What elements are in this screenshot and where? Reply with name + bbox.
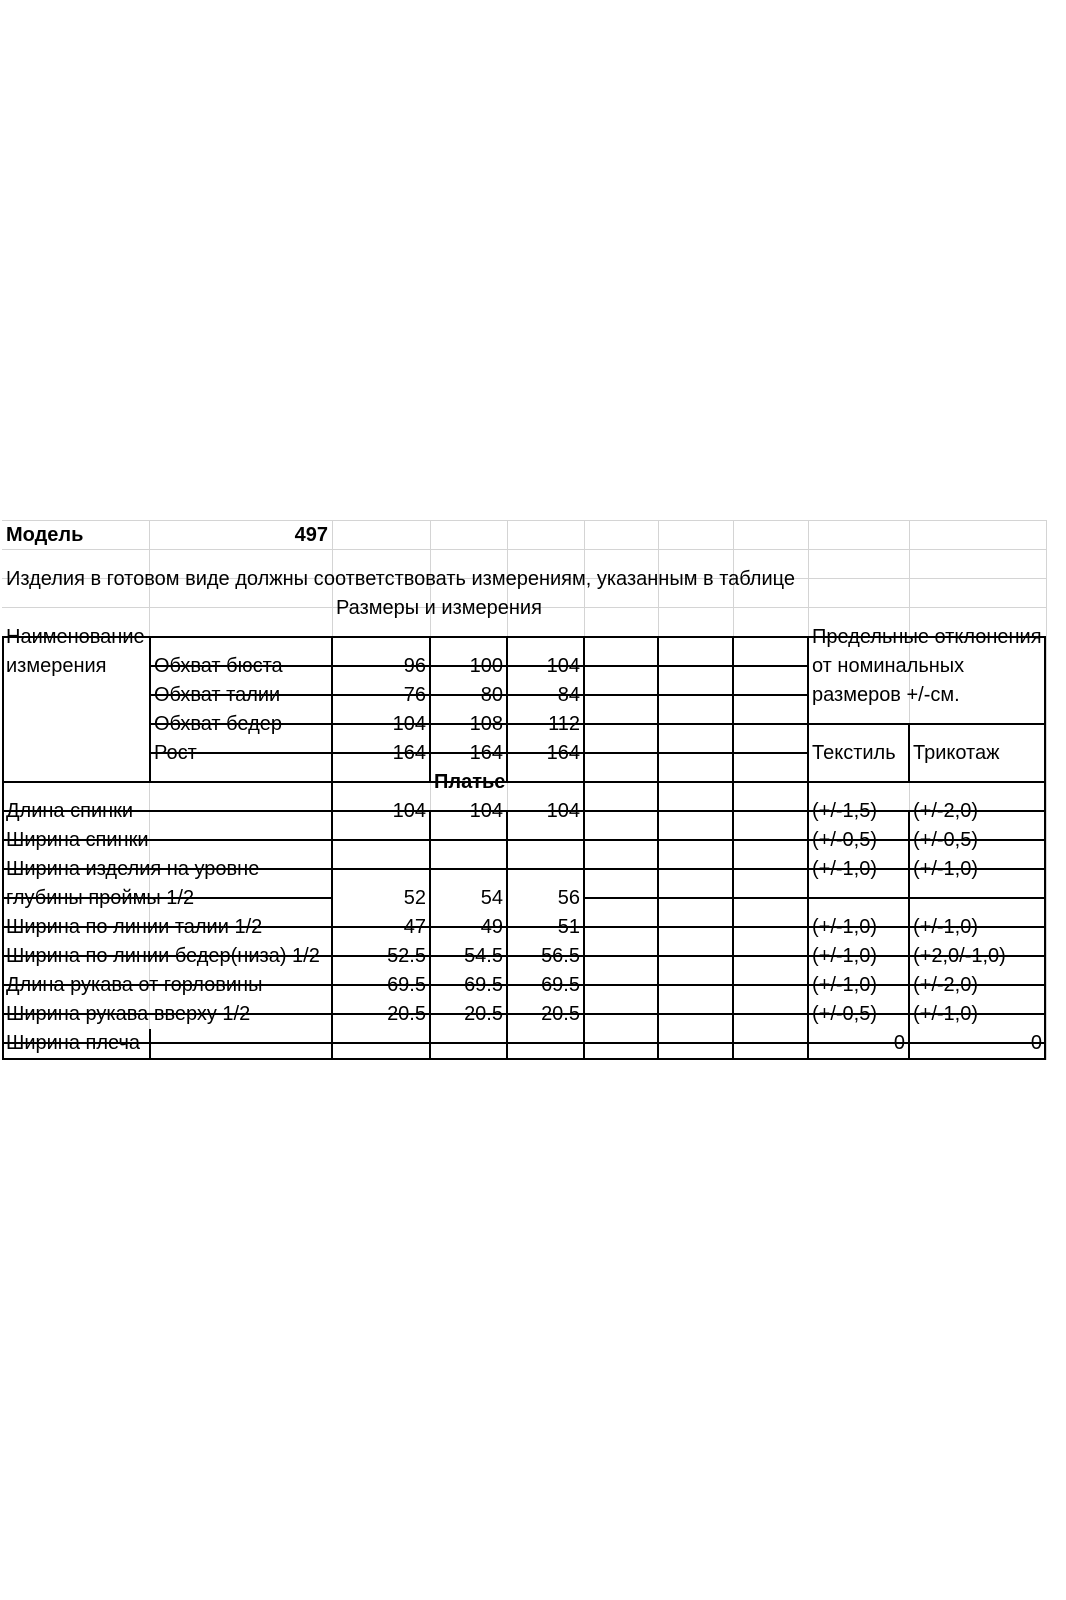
textile-tolerance: 0	[893, 1032, 905, 1054]
size-value: 104	[392, 713, 426, 735]
product-row-label: Длина спинки	[6, 800, 134, 822]
size-value: 76	[403, 684, 426, 706]
product-title: Платье	[434, 771, 506, 793]
size-value: 52.5	[387, 945, 426, 967]
size-value: 54	[480, 887, 503, 909]
knit-tolerance: (+2,0/-1,0)	[913, 945, 1006, 967]
knit-tolerance: (+/-1,0)	[913, 916, 979, 938]
size-value: 104	[546, 800, 580, 822]
knit-tolerance: (+/-2,0)	[913, 974, 979, 996]
fabric-header-knit: Трикотаж	[913, 742, 1000, 764]
knit-tolerance: (+/-2,0)	[913, 800, 979, 822]
requirement-note: Изделия в готовом виде должны соответствовать измерениям, указанным в таблице	[6, 568, 796, 590]
product-row-label: Ширина по линии талии 1/2	[6, 916, 263, 938]
deviation-header-line1: Предельные отклонения	[812, 626, 1042, 648]
size-value: 56	[557, 887, 580, 909]
size-value: 69.5	[541, 974, 580, 996]
size-value: 47	[403, 916, 426, 938]
textile-tolerance: (+/-1,0)	[812, 945, 878, 967]
table-border	[2, 1058, 1046, 1060]
size-value: 49	[480, 916, 503, 938]
size-value: 20.5	[464, 1003, 503, 1025]
body-measure-label: Обхват талии	[154, 684, 281, 706]
knit-tolerance: (+/-1,0)	[913, 858, 979, 880]
size-value: 112	[548, 713, 580, 735]
textile-tolerance: (+/-0,5)	[812, 829, 878, 851]
textile-tolerance: (+/-1,0)	[812, 974, 878, 996]
product-row-label: Ширина рукава вверху 1/2	[6, 1003, 251, 1025]
size-value: 52	[403, 887, 426, 909]
deviation-header-line2: от номинальных	[812, 655, 965, 677]
table-border	[583, 897, 1046, 899]
size-value: 100	[469, 655, 503, 677]
table-border	[2, 781, 1046, 783]
model-number: 497	[294, 524, 328, 546]
body-measure-label: Рост	[154, 742, 197, 764]
size-value: 69.5	[464, 974, 503, 996]
textile-tolerance: (+/-0,5)	[812, 1003, 878, 1025]
textile-tolerance: (+/-1,0)	[812, 858, 878, 880]
sizes-header: Размеры и измерения	[336, 597, 542, 619]
name-header-line1: Наименование	[6, 626, 145, 648]
knit-tolerance: 0	[1030, 1032, 1042, 1054]
size-table	[2, 520, 1066, 1080]
size-value: 108	[469, 713, 503, 735]
product-row-label: Ширина спинки	[6, 829, 149, 851]
table-border	[149, 1029, 151, 1060]
size-value: 20.5	[541, 1003, 580, 1025]
size-value: 20.5	[387, 1003, 426, 1025]
product-row-label: глубины проймы 1/2	[6, 887, 195, 909]
size-value: 164	[392, 742, 426, 764]
body-measure-label: Обхват бюста	[154, 655, 283, 677]
size-value: 96	[403, 655, 426, 677]
grid-line	[1046, 520, 1047, 1060]
table-border	[657, 636, 659, 1060]
knit-tolerance: (+/-1,0)	[913, 1003, 979, 1025]
textile-tolerance: (+/-1,5)	[812, 800, 878, 822]
product-row-label: Ширина изделия на уровне	[6, 858, 260, 880]
body-measure-label: Обхват бедер	[154, 713, 282, 735]
knit-tolerance: (+/-0,5)	[913, 829, 979, 851]
size-value: 51	[557, 916, 580, 938]
size-value: 104	[469, 800, 503, 822]
name-header-line2: измерения	[6, 655, 107, 677]
size-value: 69.5	[387, 974, 426, 996]
product-row-label: Ширина по линии бедер(низа) 1/2	[6, 945, 320, 967]
product-row-label: Ширина плеча	[6, 1032, 141, 1054]
size-value: 54.5	[464, 945, 503, 967]
size-value: 164	[469, 742, 503, 764]
product-row-label: Длина рукава от горловины	[6, 974, 263, 996]
deviation-header-line3: размеров +/-см.	[812, 684, 960, 706]
size-value: 80	[480, 684, 503, 706]
table-border	[732, 636, 734, 1060]
size-value: 104	[546, 655, 580, 677]
size-value: 84	[557, 684, 580, 706]
model-label: Модель	[6, 524, 84, 546]
size-value: 104	[392, 800, 426, 822]
fabric-header-textile: Текстиль	[812, 742, 896, 764]
textile-tolerance: (+/-1,0)	[812, 916, 878, 938]
size-value: 56.5	[541, 945, 580, 967]
size-value: 164	[546, 742, 580, 764]
